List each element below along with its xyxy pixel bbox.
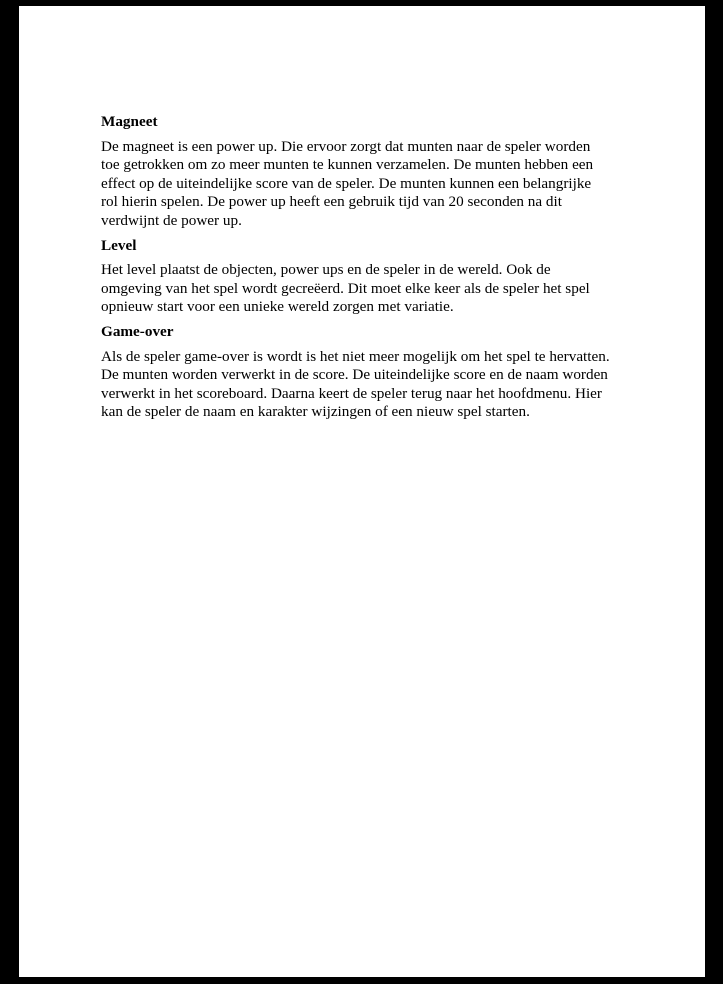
document-content	[101, 113, 646, 428]
section-heading: Game-over	[101, 322, 174, 340]
paragraph-line: De munten worden verwerkt in de score. De uiteindelijke score en de naam worden	[101, 366, 608, 384]
paragraph-line: kan de speler de naam en karakter wijzingen of een nieuw spel starten.	[101, 403, 530, 421]
paragraph-line: Als de speler game-over is wordt is het niet meer mogelijk om het spel te hervatten.	[101, 347, 610, 365]
paragraph-line: toe getrokken om zo meer munten te kunnen verzamelen. De munten hebben een	[101, 156, 594, 174]
paragraph-line: verwerkt in het scoreboard. Daarna keert de speler terug naar het hoofdmenu. Hier	[101, 384, 602, 402]
paragraph-line: opnieuw start voor een unieke wereld zorgen met variatie.	[101, 298, 454, 316]
paragraph-line: verdwijnt de power up.	[101, 211, 242, 229]
section-paragraph	[101, 261, 646, 317]
section-paragraph	[101, 138, 646, 231]
paragraph-line: De magneet is een power up. Die ervoor zorgt dat munten naar de speler worden	[101, 137, 591, 155]
section-paragraph	[101, 348, 646, 422]
section-game-over	[101, 323, 646, 422]
section-magneet	[101, 113, 646, 231]
paragraph-line: rol hierin spelen. De power up heeft een gebruik tijd van 20 seconden na dit	[101, 193, 562, 211]
section-level	[101, 237, 646, 317]
paragraph-line: effect op de uiteindelijke score van de speler. De munten kunnen een belangrijke	[101, 174, 592, 192]
paragraph-line: omgeving van het spel wordt gecreëerd. Dit moet elke keer als de speler het spel	[101, 279, 590, 297]
section-heading: Level	[101, 236, 137, 254]
section-heading: Magneet	[101, 113, 158, 130]
document-page	[19, 6, 705, 977]
paragraph-line: Het level plaatst de objecten, power ups en de speler in de wereld. Ook de	[101, 261, 551, 279]
